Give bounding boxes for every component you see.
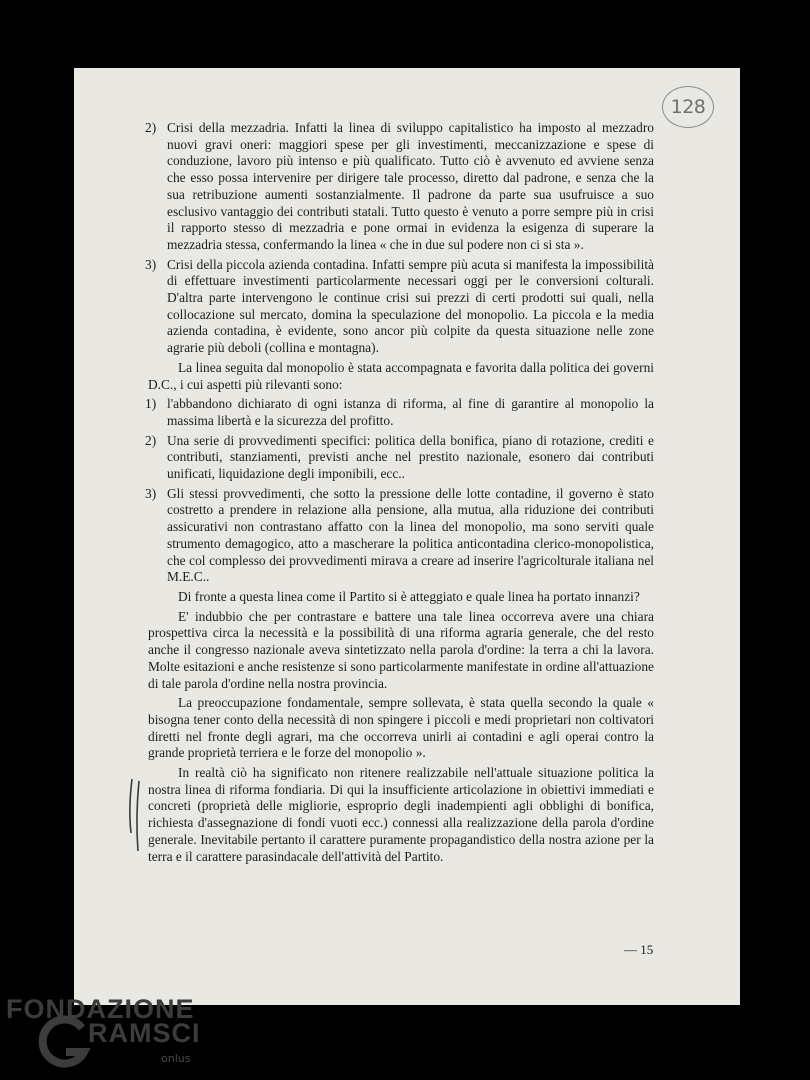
list-item-piccola-azienda xyxy=(145,256,654,357)
list-item-mezzadria xyxy=(145,120,654,254)
paragraph: La linea seguita dal monopolio è stata accompagnata e favorita dalla politica dei governi D.C., i cui aspetti più rilevanti sono: xyxy=(148,359,654,392)
item-text: Crisi della mezzadria. Infatti la linea di sviluppo capitalistico ha imposto al mezzadro nuovi gravi oneri: maggiori spese per gli investimenti, meccanizzazione e spese di conduzione, lavoro più intenso e più qualificato. Tutto ciò è avvenuto ed avviene senza che esso possa intervenire per dirigere tale processo, diretto dal padrone, e senza che la sua retribuzione aumenti sostanzialmente. Il padrone da parte sua usufruisce a suo esclusivo vantaggio dei contributi statali. Tutto questo è venuto a porre sempre più in crisi il rapporto stesso di mezzadria e pone ormai in evidenza la esigenza di superare la mezzadria stessa, confermando la linea « che in due sul podere non ci si sta ». xyxy=(167,120,654,252)
watermark-line2: RAMSCI xyxy=(88,1018,201,1048)
folio-stamp xyxy=(662,86,714,128)
list-item-stessi-provvedimenti xyxy=(145,485,654,586)
item-number: 2) xyxy=(145,432,157,448)
item-text: l'abbandono dichiarato di ogni istanza di riforma, al fine di garantire al monopolio la massima libertà e la sicurezza del profitto. xyxy=(167,396,654,428)
item-number: 3) xyxy=(145,485,157,501)
item-text: Gli stessi provvedimenti, che sotto la pressione delle lotte contadine, il governo è stato costretto a prendere in relazione alla pensione, alla mutua, alla riduzione dei contributi assicurativi non contrastano affatto con la linea del monopolio, ma sono serviti quale strumento demagogico, atto a mascherare la politica anticontadina clerico-monopolistica, che col complesso dei provvedimenti mirava a creare ad inserire l'agricolturale italiana nel M.E.C.. xyxy=(167,485,654,585)
paragraph: Di fronte a questa linea come il Partito si è atteggiato e quale linea ha portato innanzi? xyxy=(178,588,640,604)
watermark-g-logo xyxy=(34,1014,92,1072)
paragraph: La preoccupazione fondamentale, sempre sollevata, è stata quella secondo la quale « bisogna tener conto della necessità di non spingere i piccoli e medi proprietari non coltivatori diretti nel fronte degli agrari, ma che occorreva unirli ai contadini e agli operai contro la grande proprietà terriera e le forze del monopolio ». xyxy=(148,695,654,761)
list-item-abbandono xyxy=(145,396,654,429)
list-item-provvedimenti xyxy=(145,432,654,483)
watermark-suffix: onlus xyxy=(161,1052,191,1065)
item-number: 3) xyxy=(145,256,157,272)
item-text: Crisi della piccola azienda contadina. Infatti sempre più acuta si manifesta la impossibilità di effettuare investimenti particolarmente necessari oggi per le conversioni colturali. D'altra parte intervengono le continue crisi sui prezzi di certi prodotti sui quali, nella collocazione sul mercato, domina la speculazione del monopolio. La piccola e la media azienda contadina, è evidente, sono ancor più colpite da questa situazione nelle zone agrarie più deboli (collina e montagna). xyxy=(167,256,654,356)
item-number: 1) xyxy=(145,396,157,412)
page-number: — 15 xyxy=(624,942,654,957)
handwritten-margin-mark xyxy=(120,775,150,855)
paragraph: In realtà ciò ha significato non ritenere realizzabile nell'attuale situazione politica la nostra linea di riforma fondiaria. Di qui la insufficiente articolazione in obiettivi immediati e concreti (proprietà delle migliorie, esproprio degli inadempienti agli obblighi di bonifica, richiesta d'assegnazione di fondi vuoti ecc.) connessi alla realizzazione della parola d'ordine generale. Inevitabile pertanto il carattere puramente propagandistico della nostra azione per la terra e il carattere parasindacale dell'attività del Partito. xyxy=(148,765,654,864)
paragraph: E' indubbio che per contrastare e battere una tale linea occorreva avere una chiara prospettiva circa la necessità e la possibilità di una riforma agraria generale, che del resto anche il congresso nazionale aveva sintetizzato nella parola d'ordine: la terra a chi la lavora. Molte esitazioni e anche resistenze si sono particolarmente manifestate in ordine all'attuazione di tale parola d'ordine nella nostra provincia. xyxy=(148,608,654,691)
folio-number: 128 xyxy=(670,96,706,118)
watermark-line1: FONDAZIONE xyxy=(6,994,195,1024)
item-text: Una serie di provvedimenti specifici: politica della bonifica, piano di rotazione, crediti e contributi, stanziamenti, previsti anche nel prestito nazionale, esonero dai contributi unificati, liquidazione degli imponibili, ecc.. xyxy=(167,432,654,482)
item-number: 2) xyxy=(145,120,157,135)
document-body xyxy=(145,120,654,868)
